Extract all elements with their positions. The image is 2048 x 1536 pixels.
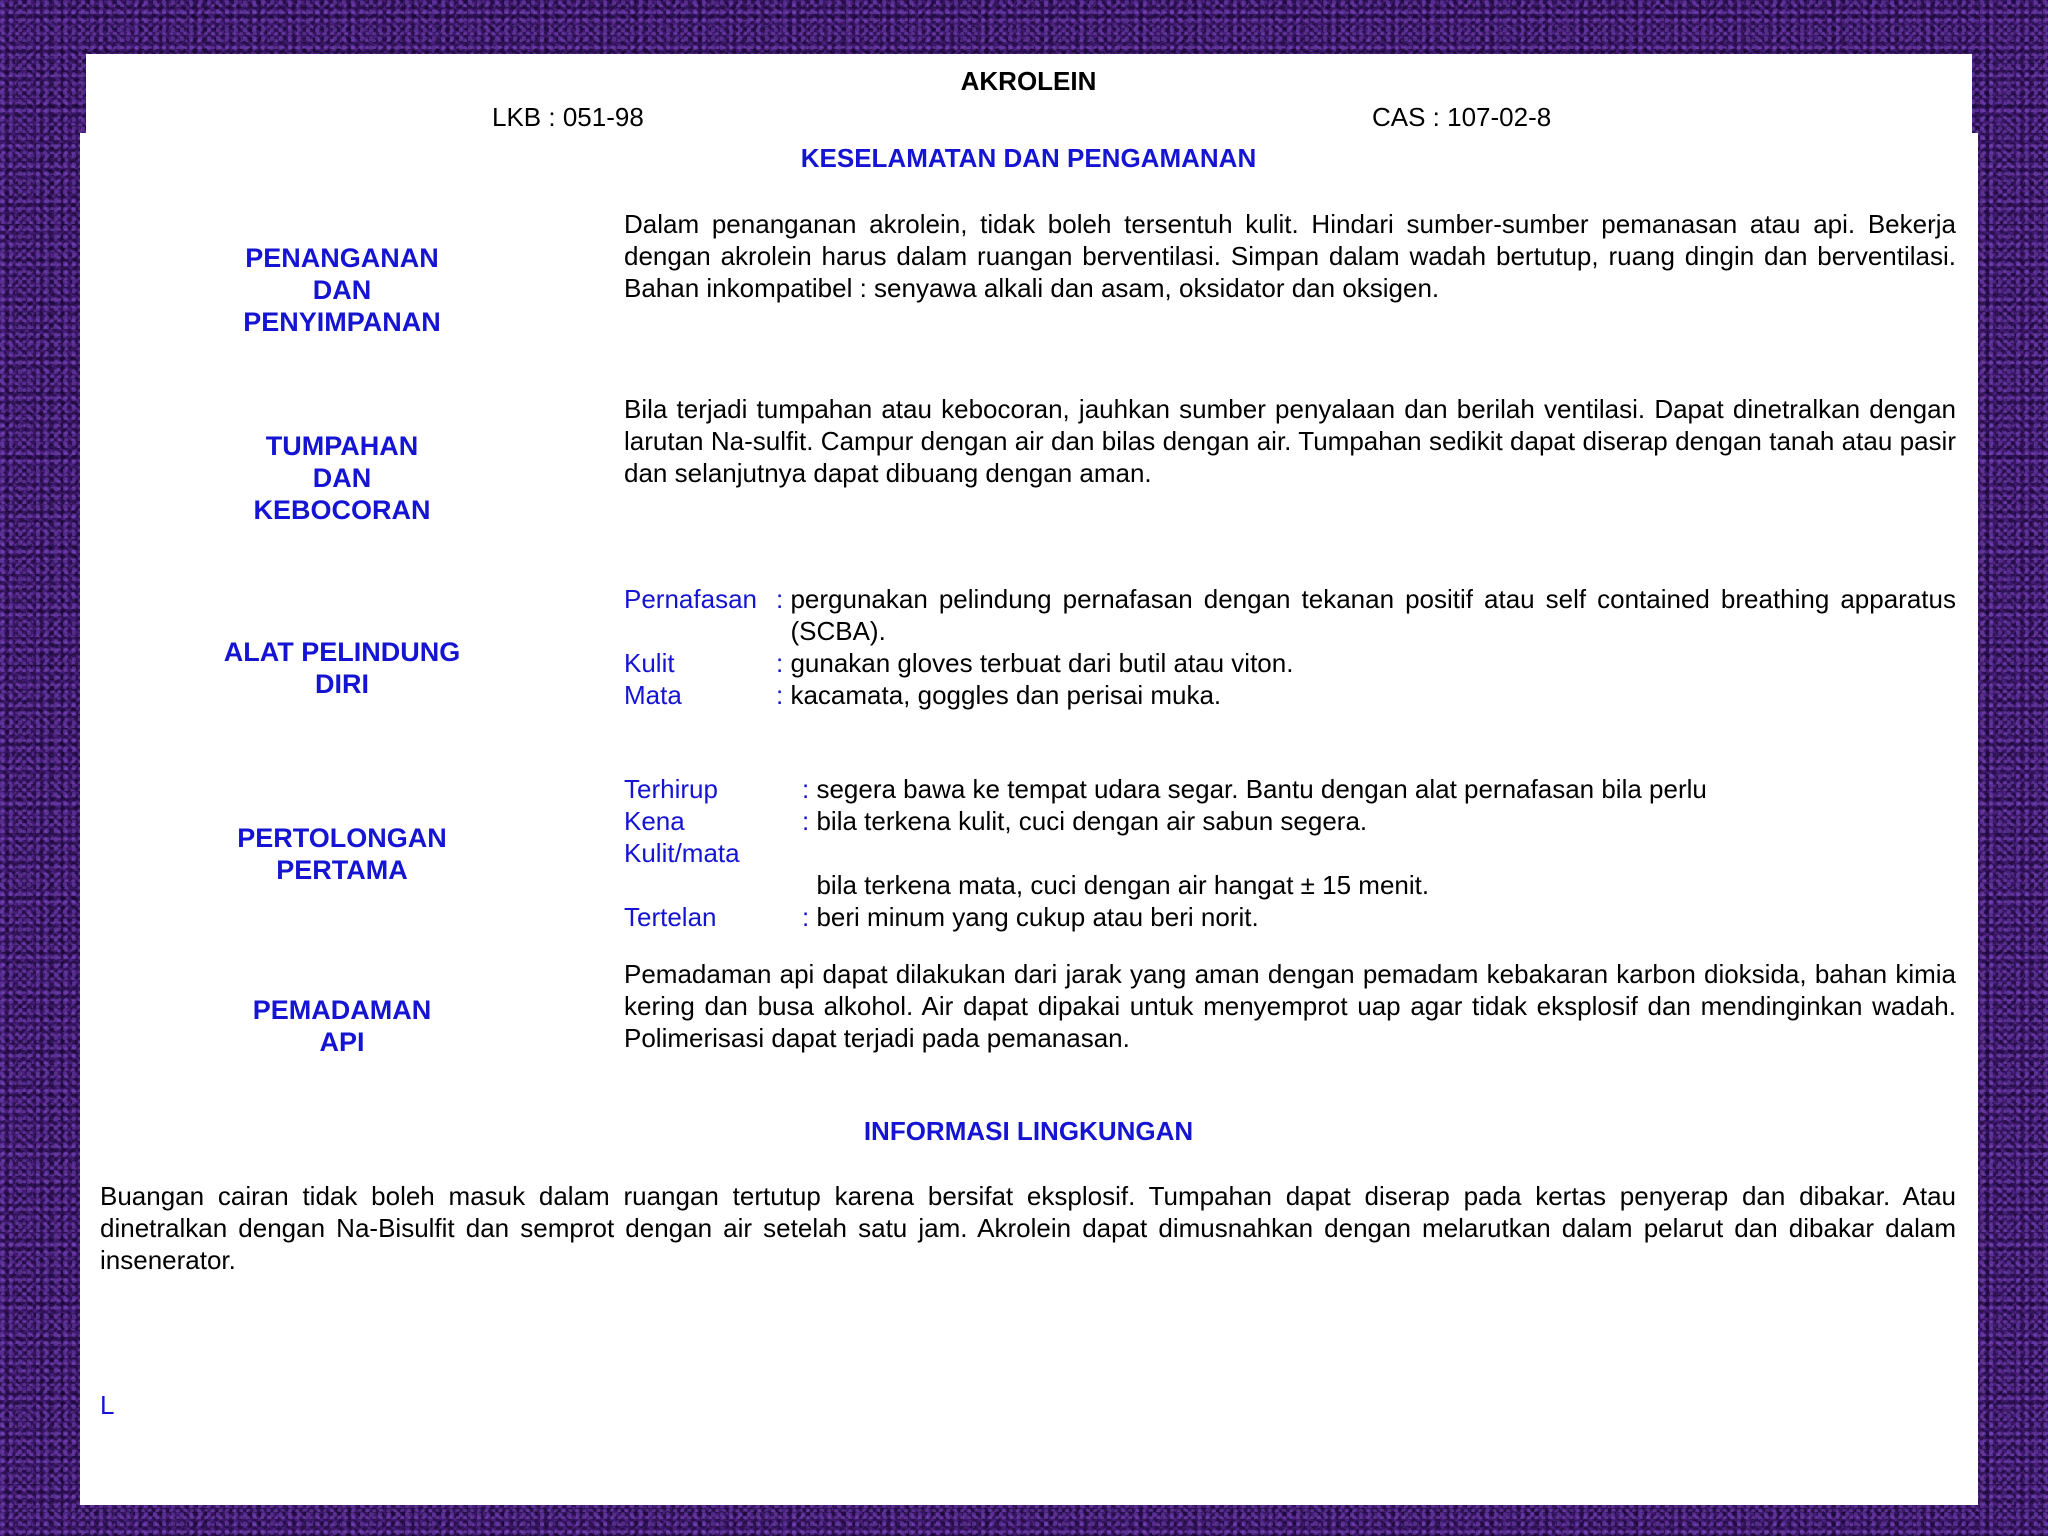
first-aid-label: PERTOLONGAN PERTAMA xyxy=(237,823,447,885)
spill-text: Bila terjadi tumpahan atau kebocoran, jauhkan sumber penyalaan dan berilah ventilasi. Dapat dinetralkan dengan larutan Na-sulfit. Campur dengan air dan bilas dengan air. Tumpahan sedikit dapat diserap dengan tanah atau pasir dan selanjutnya dapat dibuang dengan aman. xyxy=(624,394,1956,488)
cas-number: CAS : 107-02-8 xyxy=(1372,102,1552,132)
fire-text: Pemadaman api dapat dilakukan dari jarak yang aman dengan pemadam kebakaran karbon dioksida, bahan kimia kering dan busa alkohol. Air dapat dipakai untuk menyemprot uap agar tidak eksplosif dan mendinginkan wadah. Polimerisasi dapat terjadi pada pemanasan. xyxy=(624,959,1956,1053)
lkb-number: LKB : 051-98 xyxy=(492,102,644,132)
first-aid-item-eyes-cont: bila terkena mata, cuci dengan air hangat ± 15 menit. xyxy=(816,870,1430,900)
ppe-list xyxy=(624,583,1956,711)
environment-section-heading: INFORMASI LINGKUNGAN xyxy=(863,1116,1194,1146)
safety-section-heading: KESELAMATAN DAN PENGAMANAN xyxy=(800,143,1257,173)
handling-text: Dalam penanganan akrolein, tidak boleh tersentuh kulit. Hindari sumber-sumber pemanasan atau api. Bekerja dengan akrolein harus dalam ruangan berventilasi. Simpan dalam wadah bertutup, ruang dingin dan berventilasi. Bahan inkompatibel : senyawa alkali dan asam, oksidator dan oksigen. xyxy=(624,209,1956,303)
footer-letter: L xyxy=(100,1390,115,1420)
document-title: AKROLEIN xyxy=(960,66,1097,96)
spill-label: TUMPAHAN DAN KEBOCORAN xyxy=(253,431,431,525)
ppe-item-eyes: Mata : kacamata, goggles dan perisai muka. xyxy=(624,680,1222,710)
ppe-item-respiratory: Pernafasan : pergunakan pelindung pernafasan dengan tekanan positif atau self contained breathing apparatus (SCBA). xyxy=(624,584,1956,646)
handling-label: PENANGANAN DAN PENYIMPANAN xyxy=(243,243,441,337)
environment-text: Buangan cairan tidak boleh masuk dalam ruangan tertutup karena bersifat eksplosif. Tumpahan dapat diserap pada kertas penyerap dan dibakar. Atau dinetralkan dengan Na-Bisulfit dan semprot dengan air setelah satu jam. Akrolein dapat dimusnahkan dengan melarutkan dalam pelarut dan dibakar dalam insenerator. xyxy=(100,1181,1956,1275)
ppe-item-skin: Kulit : gunakan gloves terbuat dari butil atau viton. xyxy=(624,648,1294,678)
first-aid-item-skin-eyes: Kena Kulit/mata : bila terkena kulit, cuci dengan air sabun segera. xyxy=(624,806,1368,868)
first-aid-item-inhaled: Terhirup : segera bawa ke tempat udara segar. Bantu dengan alat pernafasan bila perlu xyxy=(624,774,1707,804)
first-aid-item-swallowed: Tertelan : beri minum yang cukup atau beri norit. xyxy=(624,902,1259,932)
first-aid-list xyxy=(624,773,1956,933)
ppe-label: ALAT PELINDUNG DIRI xyxy=(223,637,461,699)
fire-label: PEMADAMAN API xyxy=(252,995,432,1057)
